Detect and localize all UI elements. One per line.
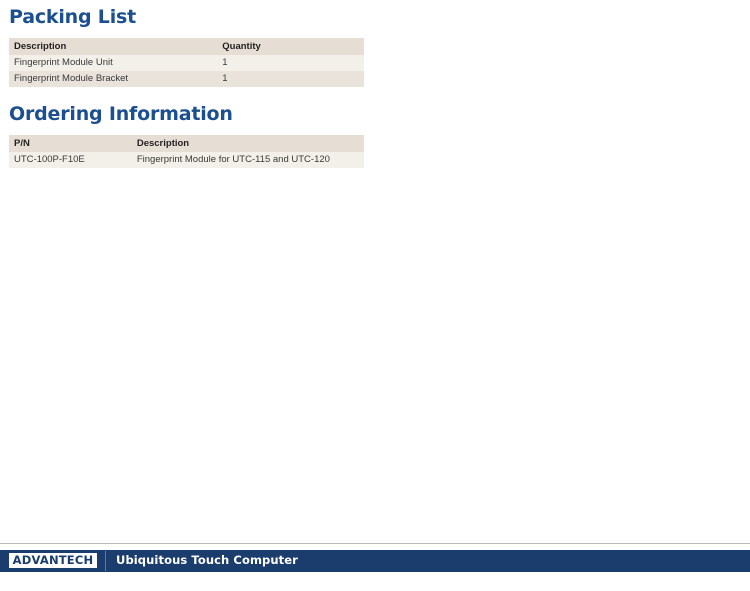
column-header-quantity: Quantity bbox=[217, 38, 364, 55]
footer-separator bbox=[105, 551, 106, 571]
column-header-description: Description bbox=[9, 38, 217, 55]
table-row bbox=[9, 55, 364, 71]
ordering-information-title: Ordering Information bbox=[9, 103, 233, 125]
cell-quantity: 1 bbox=[217, 55, 364, 71]
cell-quantity: 1 bbox=[217, 71, 364, 87]
table-header-row bbox=[9, 135, 364, 152]
cell-description: Fingerprint Module Unit bbox=[9, 55, 217, 71]
cell-description: Fingerprint Module Bracket bbox=[9, 71, 217, 87]
column-header-description: Description bbox=[132, 135, 364, 152]
column-header-pn: P/N bbox=[9, 135, 132, 152]
packing-list-title: Packing List bbox=[9, 6, 137, 28]
footer-bar bbox=[0, 550, 750, 572]
table-header-row bbox=[9, 38, 364, 55]
footer-divider-rule bbox=[0, 543, 750, 544]
table-row bbox=[9, 71, 364, 87]
advantech-logo: ADVANTECH bbox=[9, 553, 97, 568]
packing-list-table bbox=[9, 38, 364, 87]
table-row bbox=[9, 152, 364, 168]
cell-description: Fingerprint Module for UTC-115 and UTC-120 bbox=[132, 152, 364, 168]
footer-tagline: Ubiquitous Touch Computer bbox=[116, 553, 298, 567]
ordering-information-table bbox=[9, 135, 364, 168]
cell-pn: UTC-100P-F10E bbox=[9, 152, 132, 168]
